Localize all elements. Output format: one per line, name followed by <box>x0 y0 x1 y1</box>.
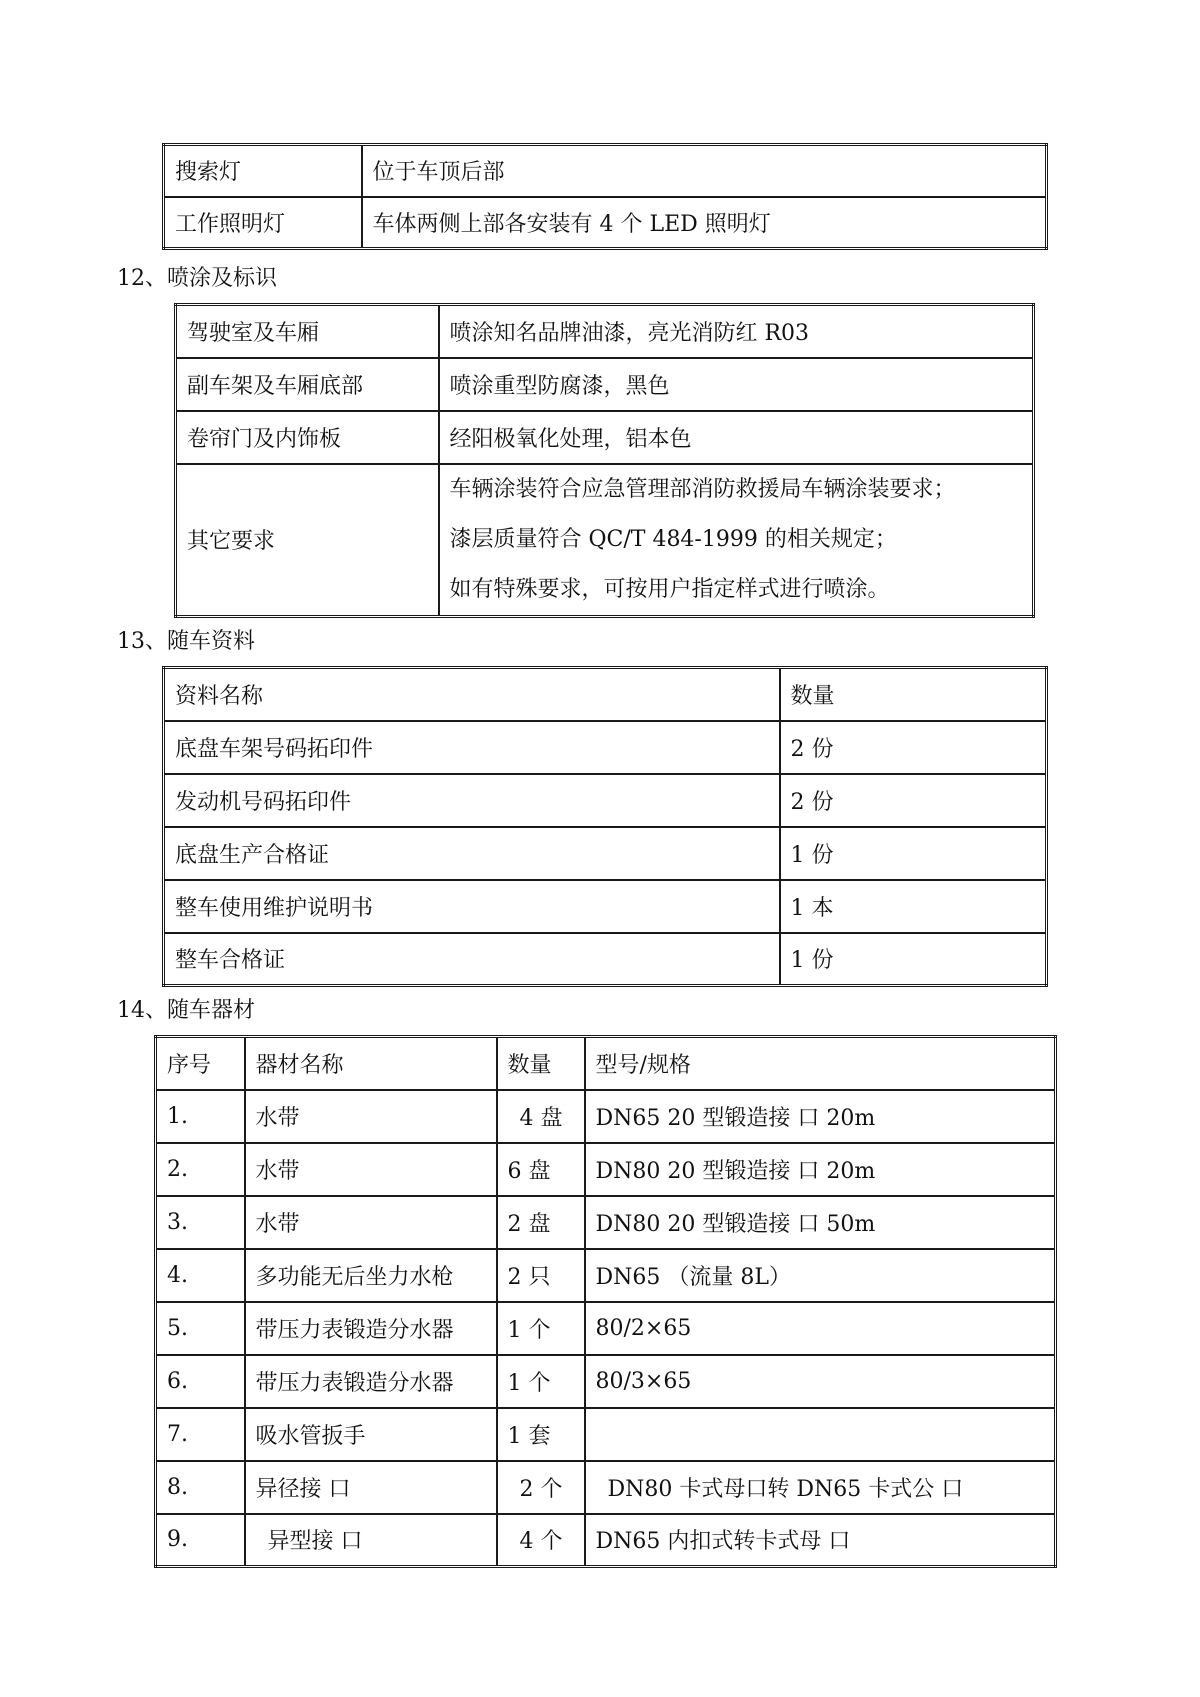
table-row <box>156 1355 1056 1408</box>
table-row <box>156 1514 1056 1567</box>
column-header-no: 序号 <box>156 1037 245 1090</box>
table-row <box>164 774 1047 827</box>
equipment-spec-cell: DN65 内扣式转卡式母 口 <box>585 1514 1056 1567</box>
equipment-name-cell: 带压力表锻造分水器 <box>245 1355 497 1408</box>
equipment-spec-cell: 80/2×65 <box>585 1302 1056 1355</box>
equipment-no-cell: 4. <box>156 1249 245 1302</box>
lights-label-cell: 搜索灯 <box>164 145 362 197</box>
equipment-no-cell: 2. <box>156 1143 245 1196</box>
document-qty-cell: 2 份 <box>780 774 1047 827</box>
equipment-spec-cell: DN80 20 型锻造接 口 50m <box>585 1196 1056 1249</box>
equipment-spec-cell: 80/3×65 <box>585 1355 1056 1408</box>
equipment-name-cell: 水带 <box>245 1196 497 1249</box>
equipment-table <box>154 1035 1057 1568</box>
document-name-cell: 底盘生产合格证 <box>164 827 780 880</box>
column-header-name: 资料名称 <box>164 668 780 721</box>
equipment-qty-cell: 1 套 <box>497 1408 585 1461</box>
requirement-line: 如有特殊要求，可按用户指定样式进行喷涂。 <box>449 576 890 602</box>
equipment-qty-cell: 1 个 <box>497 1355 585 1408</box>
column-header-qty: 数量 <box>780 668 1047 721</box>
table-row <box>156 1408 1056 1461</box>
requirement-line: 车辆涂装符合应急管理部消防救援局车辆涂装要求； <box>449 476 956 502</box>
lights-value-cell: 位于车顶后部 <box>362 145 1047 197</box>
paint-value-cell: 经阳极氧化处理，铝本色 <box>439 411 1034 464</box>
table-header-row <box>164 668 1047 721</box>
equipment-no-cell: 3. <box>156 1196 245 1249</box>
document-name-cell: 整车合格证 <box>164 933 780 986</box>
table-row <box>176 358 1034 411</box>
table-row <box>176 411 1034 464</box>
equipment-qty-cell: 2 只 <box>497 1249 585 1302</box>
table-row <box>164 880 1047 933</box>
equipment-no-cell: 1. <box>156 1090 245 1143</box>
equipment-qty-cell: 4 盘 <box>497 1090 585 1143</box>
lights-label-cell: 工作照明灯 <box>164 197 362 249</box>
document-name-cell: 底盘车架号码拓印件 <box>164 721 780 774</box>
document-qty-cell: 2 份 <box>780 721 1047 774</box>
table-row <box>156 1249 1056 1302</box>
table-row <box>176 464 1034 617</box>
paint-table <box>174 303 1035 618</box>
equipment-qty-cell: 2 个 <box>497 1461 585 1514</box>
section-13-heading: 13、随车资料 <box>117 629 255 654</box>
document-name-cell: 发动机号码拓印件 <box>164 774 780 827</box>
equipment-qty-cell: 1 个 <box>497 1302 585 1355</box>
table-row <box>164 933 1047 986</box>
section-12-heading: 12、喷涂及标识 <box>117 266 277 291</box>
paint-label-cell: 其它要求 <box>176 464 439 617</box>
paint-label-cell: 卷帘门及内饰板 <box>176 411 439 464</box>
equipment-spec-cell <box>585 1408 1056 1461</box>
equipment-spec-cell: DN65 20 型锻造接 口 20m <box>585 1090 1056 1143</box>
paint-label-cell: 副车架及车厢底部 <box>176 358 439 411</box>
equipment-name-cell: 异径接 口 <box>245 1461 497 1514</box>
document-qty-cell: 1 份 <box>780 933 1047 986</box>
table-row <box>164 827 1047 880</box>
column-header-name: 器材名称 <box>245 1037 497 1090</box>
column-header-spec: 型号/规格 <box>585 1037 1056 1090</box>
table-row <box>176 305 1034 358</box>
equipment-no-cell: 5. <box>156 1302 245 1355</box>
equipment-name-cell: 吸水管扳手 <box>245 1408 497 1461</box>
paint-value-cell: 喷涂重型防腐漆，黑色 <box>439 358 1034 411</box>
equipment-name-cell: 带压力表锻造分水器 <box>245 1302 497 1355</box>
equipment-spec-cell: DN80 卡式母口转 DN65 卡式公 口 <box>585 1461 1056 1514</box>
table-row <box>156 1143 1056 1196</box>
table-row <box>156 1196 1056 1249</box>
equipment-name-cell: 水带 <box>245 1143 497 1196</box>
equipment-no-cell: 8. <box>156 1461 245 1514</box>
equipment-no-cell: 6. <box>156 1355 245 1408</box>
equipment-name-cell: 多功能无后坐力水枪 <box>245 1249 497 1302</box>
document-qty-cell: 1 份 <box>780 827 1047 880</box>
table-row <box>156 1302 1056 1355</box>
table-row <box>164 197 1047 249</box>
equipment-qty-cell: 2 盘 <box>497 1196 585 1249</box>
paint-label-cell: 驾驶室及车厢 <box>176 305 439 358</box>
document-name-cell: 整车使用维护说明书 <box>164 880 780 933</box>
equipment-spec-cell: DN80 20 型锻造接 口 20m <box>585 1143 1056 1196</box>
column-header-qty: 数量 <box>497 1037 585 1090</box>
table-header-row <box>156 1037 1056 1090</box>
table-row <box>164 145 1047 197</box>
equipment-spec-cell: DN65 （流量 8L） <box>585 1249 1056 1302</box>
equipment-qty-cell: 4 个 <box>497 1514 585 1567</box>
equipment-qty-cell: 6 盘 <box>497 1143 585 1196</box>
equipment-name-cell: 异型接 口 <box>245 1514 497 1567</box>
requirement-line: 漆层质量符合 QC/T 484-1999 的相关规定； <box>449 526 897 552</box>
paint-value-cell: 喷涂知名品牌油漆，亮光消防红 R03 <box>439 305 1034 358</box>
lights-table <box>162 143 1048 250</box>
equipment-no-cell: 7. <box>156 1408 245 1461</box>
equipment-name-cell: 水带 <box>245 1090 497 1143</box>
table-row <box>156 1461 1056 1514</box>
equipment-no-cell: 9. <box>156 1514 245 1567</box>
other-requirements-cell <box>439 464 1034 617</box>
documents-table <box>162 666 1048 987</box>
table-row <box>164 721 1047 774</box>
section-14-heading: 14、随车器材 <box>117 998 255 1023</box>
document-qty-cell: 1 本 <box>780 880 1047 933</box>
lights-value-cell: 车体两侧上部各安装有 4 个 LED 照明灯 <box>362 197 1047 249</box>
table-row <box>156 1090 1056 1143</box>
